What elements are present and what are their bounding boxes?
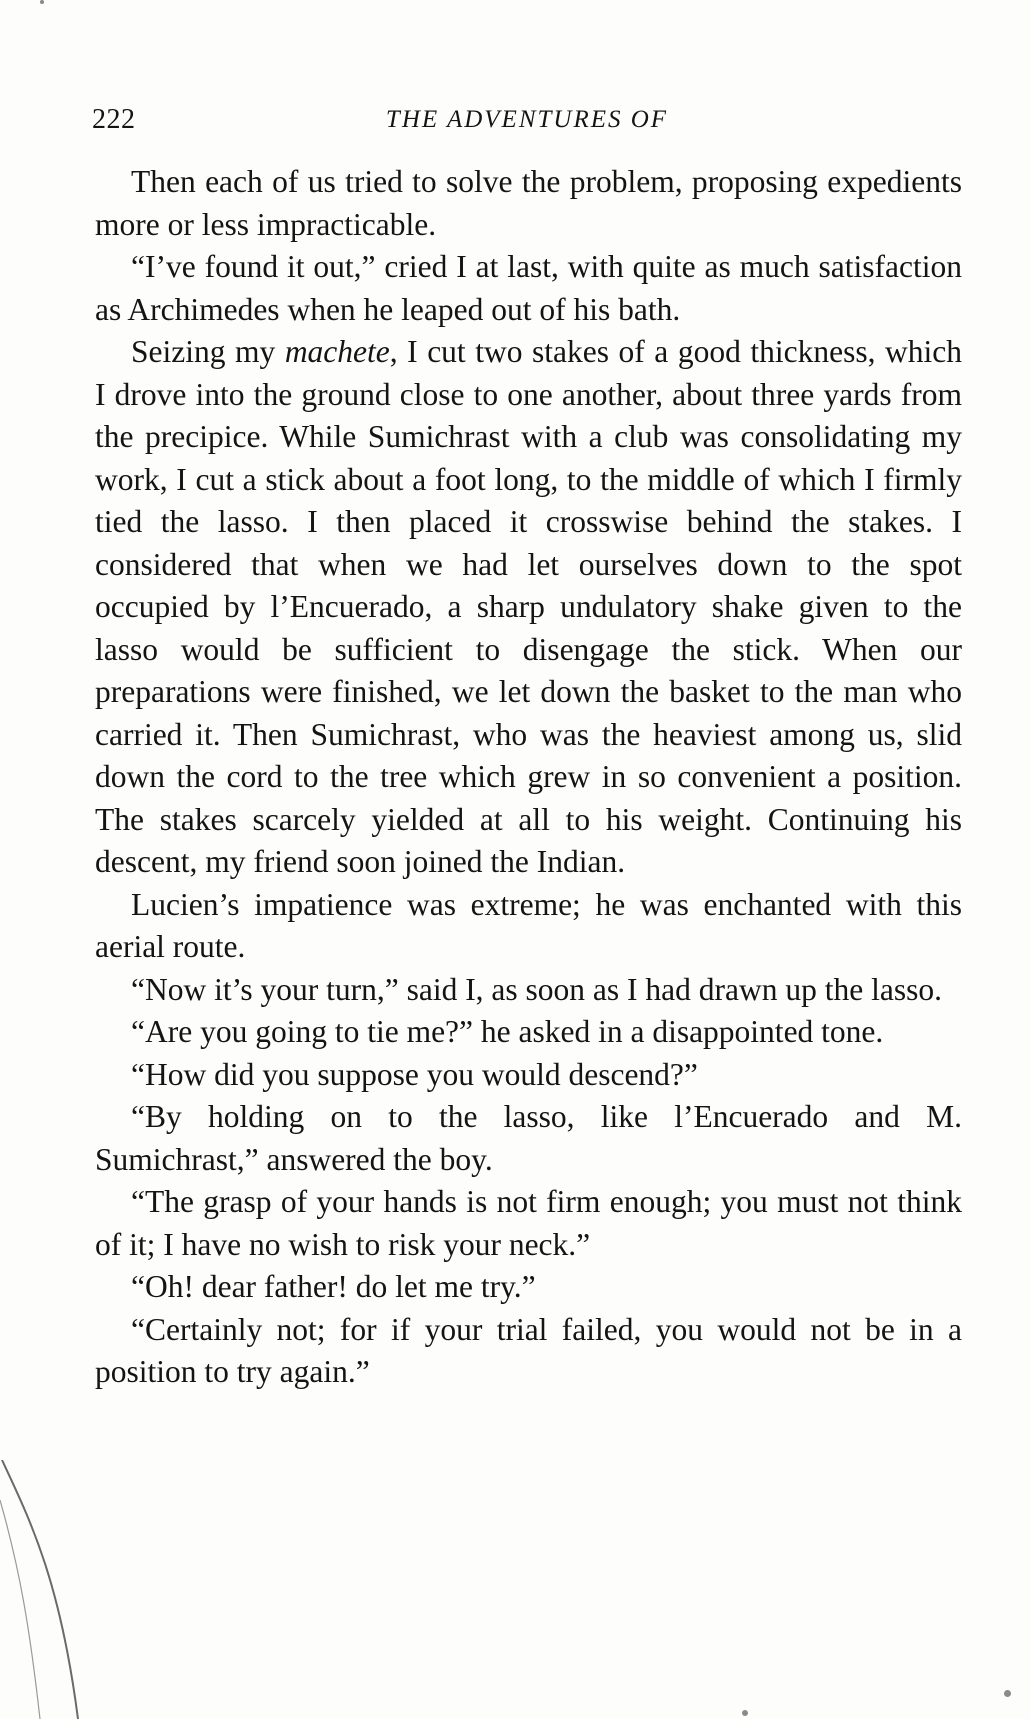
paragraph: Then each of us tried to solve the problem, proposing expedients more or less impracticable.: [95, 164, 962, 242]
paragraph: “Are you going to tie me?” he asked in a disappointed tone.: [131, 1014, 884, 1049]
paragraph: “Certainly not; for if your trial failed, you would not be in a position to try again.”: [95, 1311, 962, 1389]
page-number: 222: [92, 104, 136, 135]
paragraph: “How did you suppose you would descend?”: [131, 1056, 698, 1092]
paragraph-machete: [95, 331, 962, 884]
paragraph: Lucien’s impatience was extreme; he was enchanted with this aerial route.: [95, 886, 962, 964]
text-run: , I cut two stakes of a good thickness, which I drove into the ground close to one another, about three yards from the precipice. While Sumichrast with a club was consolidating my work, I cut a stick about a foot long, to the middle of which I firmly tied the lasso. I then placed it crosswise behind the stakes. I considered that when we had let ourselves down to the spot occupied by l’Encuerado, a sharp undulatory shake given to the lasso would be sufficient to disengage the stick. When our preparations were finished, we let down the basket to the man who carried it. Then Sumichrast, who was the heaviest among us, slid down the cord to the tree which grew in so convenient a position. The stakes scarcely yielded at all to his weight. Continuing his descent, my friend soon joined the Indian.: [95, 334, 962, 879]
running-title: THE ADVENTURES OF: [385, 106, 669, 133]
paper-speck: [40, 0, 44, 4]
page-header: [92, 104, 962, 144]
paragraph: “By holding on to the lasso, like l’Encuerado and M. Sumichrast,” answered the boy.: [95, 1099, 962, 1177]
paragraph: “I’ve found it out,” cried I at last, with quite as much satisfaction as Archimedes when he leaped out of his bath.: [95, 249, 962, 327]
paragraph: “The grasp of your hands is not firm enough; you must not think of it; I have no wish to risk your neck.”: [95, 1184, 962, 1262]
body-text: [95, 161, 962, 1394]
text-run: Seizing my: [131, 334, 285, 369]
paragraph: “Now it’s your turn,” said I, as soon as I had drawn up the lasso.: [131, 971, 942, 1007]
italic-word: machete: [284, 334, 390, 369]
paper-speck: [742, 1710, 748, 1716]
paper-speck: [1004, 1690, 1011, 1697]
page-edge-mark: [0, 1460, 120, 1719]
paragraph: “Oh! dear father! do let me try.”: [131, 1269, 536, 1304]
